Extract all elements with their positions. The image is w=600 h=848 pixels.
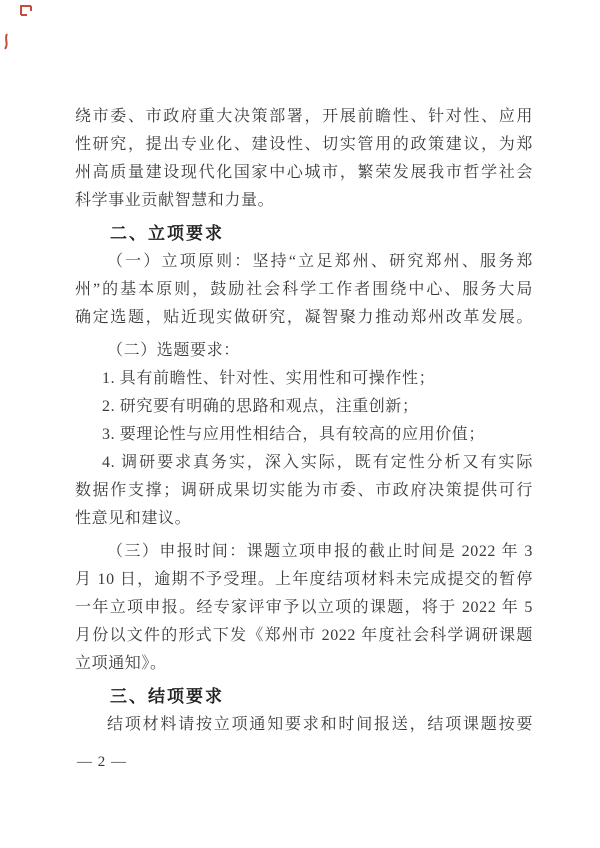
subsection-heading: （二）选题要求： xyxy=(107,342,240,359)
doc-line: （一）立项原则：坚持“立足郑州、研究郑州、服务郑 xyxy=(107,253,533,270)
doc-line: 立项通知》。 xyxy=(75,655,167,672)
list-item: 1. 具有前瞻性、针对性、实用性和可操作性； xyxy=(102,370,436,387)
doc-line: 州”的基本原则，鼓励社会科学工作者围绕中心、服务大局 xyxy=(75,281,533,298)
section-heading-3: 三、结项要求 xyxy=(110,687,224,706)
doc-line: 月 10 日，逾期不予受理。上年度结项材料未完成提交的暂停 xyxy=(75,571,533,588)
doc-line: 结项材料请按立项通知要求和时间报送，结项课题按要 xyxy=(107,716,533,733)
doc-line: 科学事业贡献智慧和力量。 xyxy=(75,192,275,209)
document-body xyxy=(75,103,533,739)
subsection-heading: （三）申报时间：课题立项申报的截止时间是 2022 年 3 xyxy=(107,543,533,560)
red-stamp-fragment-icon xyxy=(1,33,11,50)
doc-line: 性意见和建议。 xyxy=(75,510,192,527)
red-stamp-fragment-icon xyxy=(18,3,34,18)
doc-line: 数据作支撑；调研成果切实能为市委、市政府决策提供可行 xyxy=(75,482,533,499)
list-item: 3. 要理论性与应用性相结合，具有较高的应用价值； xyxy=(102,426,486,443)
doc-line: 绕市委、市政府重大决策部署，开展前瞻性、针对性、应用 xyxy=(75,108,533,125)
doc-line: 月份以文件的形式下发《郑州市 2022 年度社会科学调研课题 xyxy=(75,627,533,644)
page-number: — 2 — xyxy=(77,754,127,770)
doc-line: 确定选题，贴近现实做研究，凝智聚力推动郑州改革发展。 xyxy=(75,309,533,326)
doc-line: 性研究，提出专业化、建设性、切实管用的政策建议，为郑 xyxy=(75,136,533,153)
section-heading-2: 二、立项要求 xyxy=(110,224,224,243)
doc-line: 一年立项申报。经专家评审予以立项的课题，将于 2022 年 5 xyxy=(75,599,533,616)
list-item: 2. 研究要有明确的思路和观点，注重创新； xyxy=(102,398,419,415)
doc-line: 州高质量建设现代化国家中心城市，繁荣发展我市哲学社会 xyxy=(75,164,533,181)
list-item: 4. 调研要求真务实，深入实际，既有定性分析又有实际 xyxy=(102,454,533,471)
